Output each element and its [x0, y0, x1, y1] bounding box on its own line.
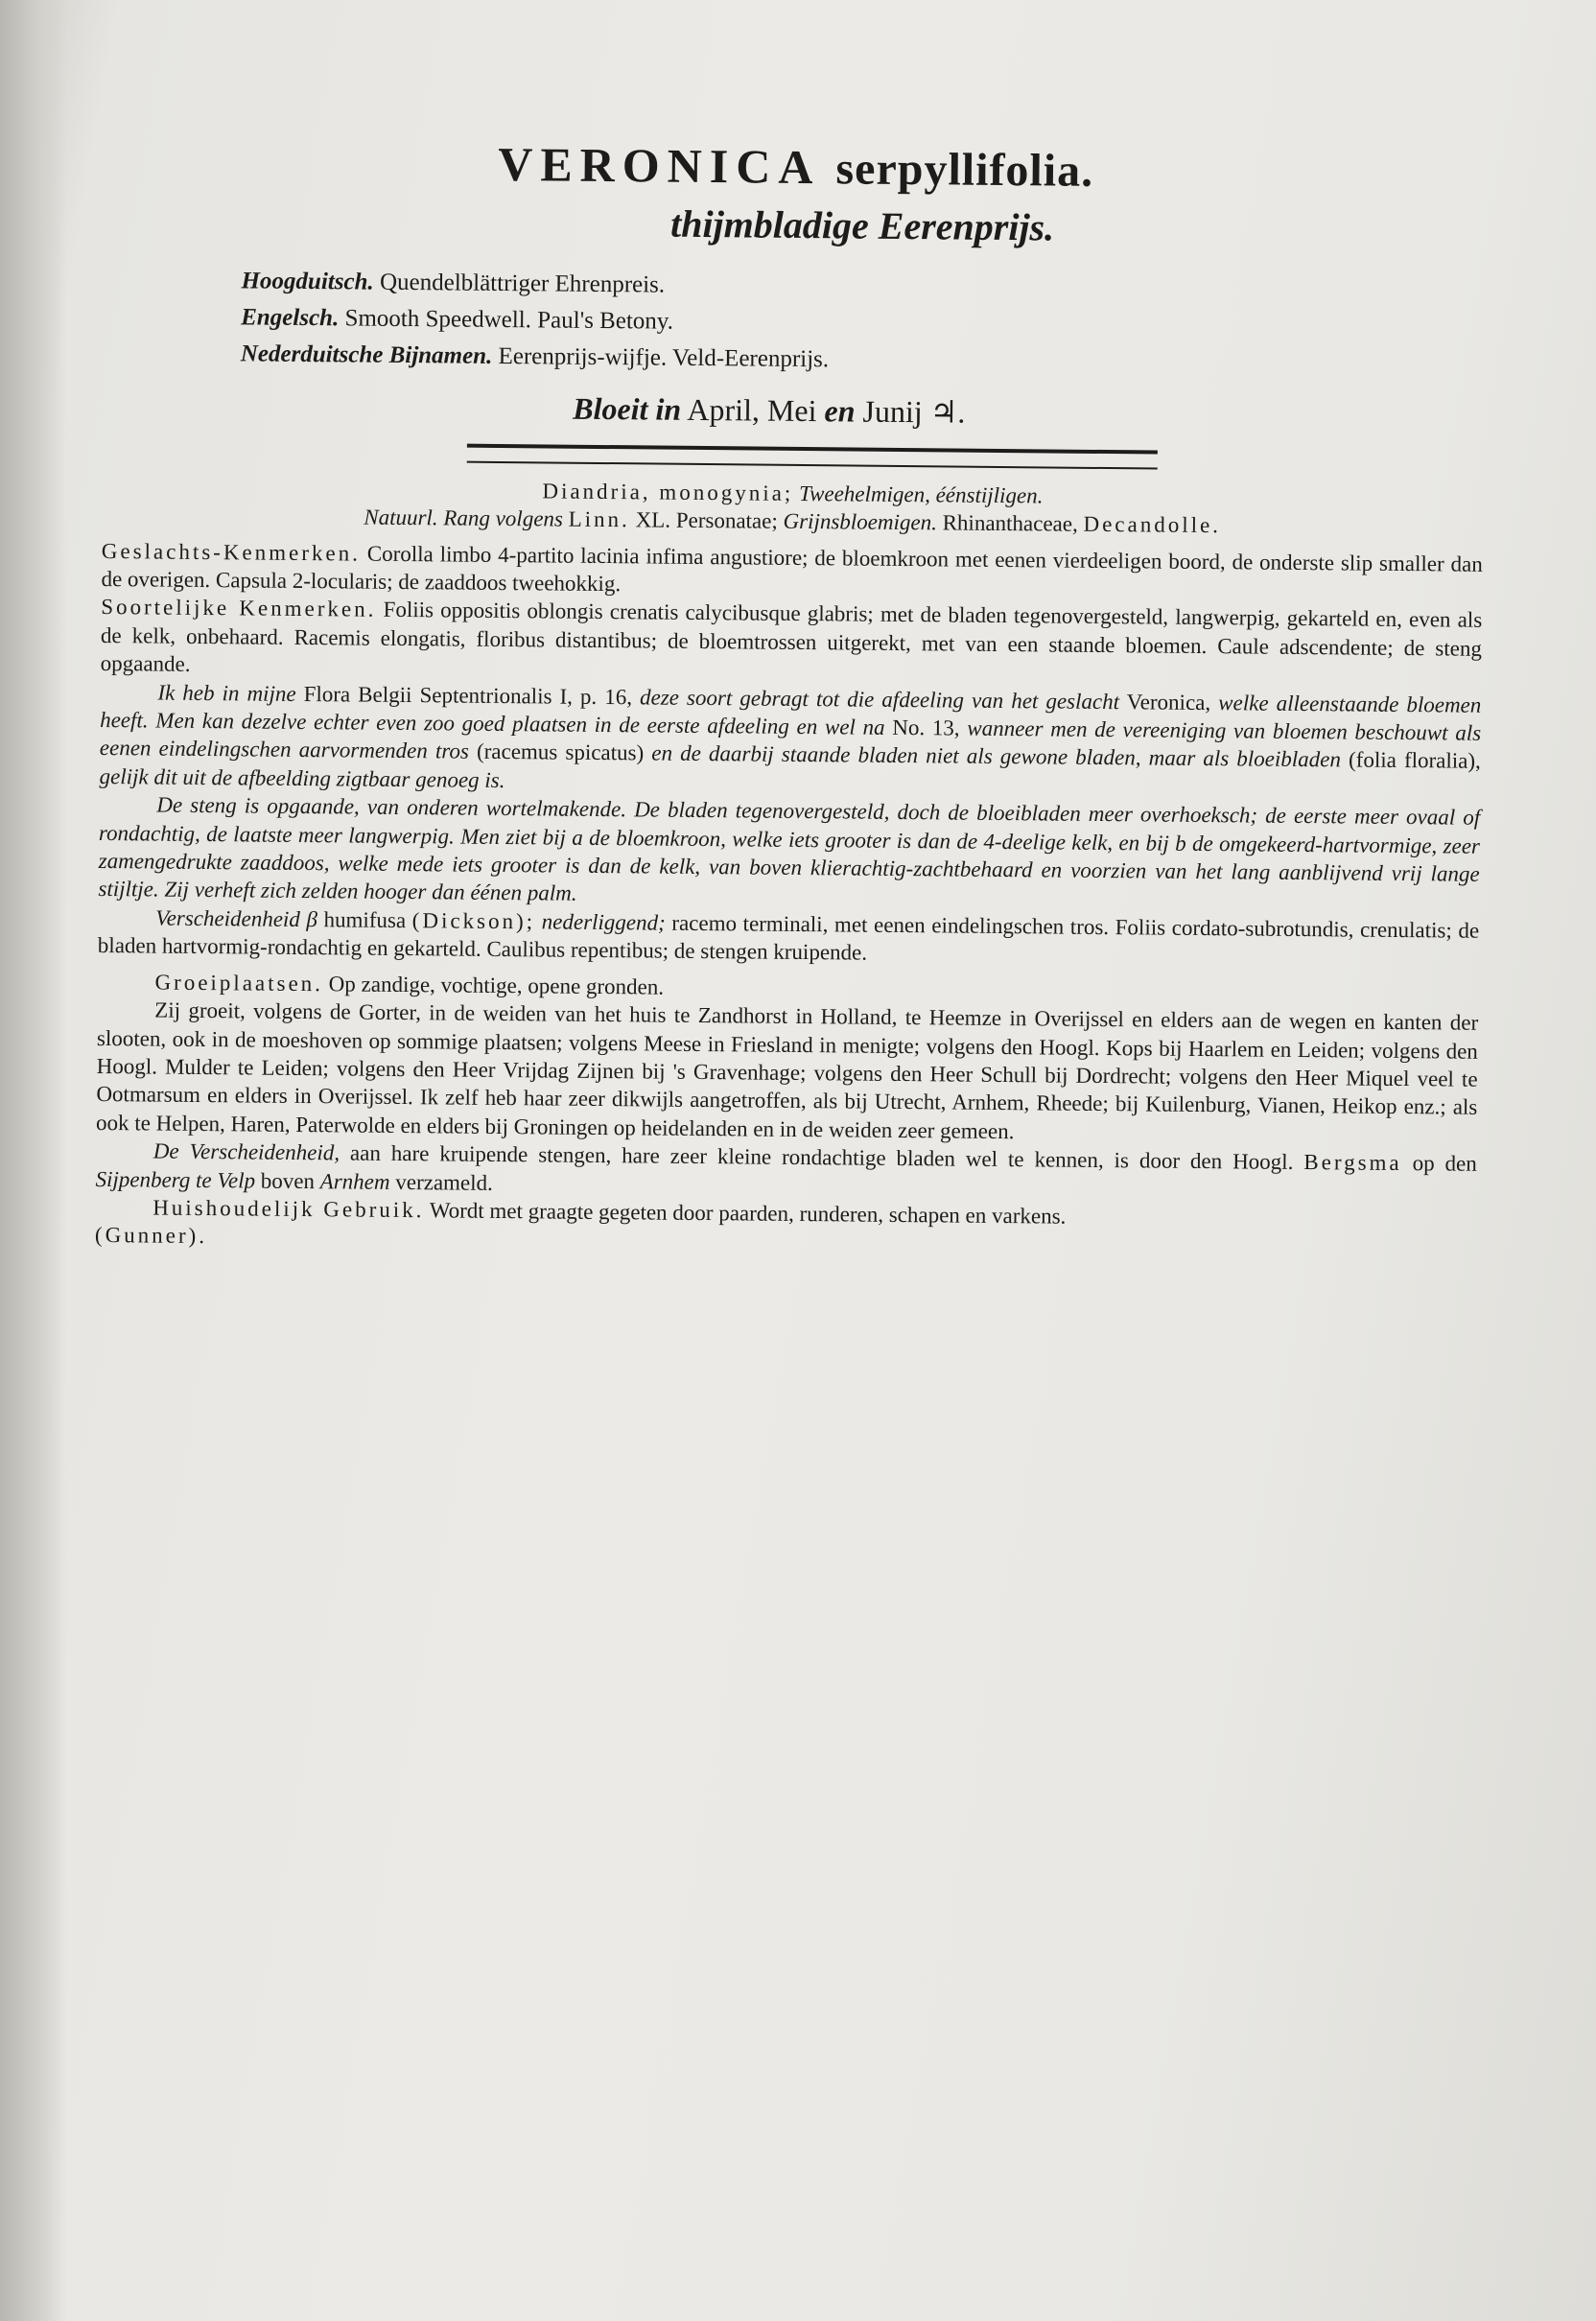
- variety-label: Verscheidenheid β: [155, 905, 318, 932]
- bloom-conj: en: [824, 393, 856, 429]
- double-rule-divider: [467, 443, 1158, 469]
- versch-label: De Verscheidenheid,: [153, 1138, 340, 1165]
- versch-text: op den: [1412, 1151, 1477, 1176]
- flora-number: No. 13,: [892, 715, 960, 740]
- rank-family-author: Decandolle.: [1083, 512, 1222, 538]
- linnaean-class-dutch: Tweehelmigen, éénstijligen.: [798, 481, 1044, 508]
- use-text: Wordt met graagte gegeten door paarden, runderen, schapen en varkens.: [429, 1198, 1067, 1229]
- stem-paragraph: De steng is opgaande, van onderen wortelmakende. De bladen tegenovergesteld, doch de bloeibladen meer overhoeksch; de eerste meer ovaal of rondachtig, de laatste meer langwerpig. Men ziet bij a de bloemkroon, welke iets grooter is dan de 4-deelige kelk, en bij b de omgekeerd-hartvormige, zeer zamengedrukte zaaddoos, welke mede iets grooter is dan de kelk, van boven klierachtig-zachtbehaard en voorzien van het lang aanblijvend vrij lange stijltje. Zij verheft zich zelden hooger dan éénen palm.: [98, 792, 1481, 906]
- bloom-line: [573, 388, 1484, 435]
- dutch-name: thijmbladige Eerenprijs.: [669, 201, 1055, 249]
- species-name: serpyllifolia.: [835, 143, 1094, 197]
- genus-characters-text: Corolla limbo 4-partito lacinia infima angustiore; de bloemkroon met eenen vierdeeligen boord, de onderste slip smaller dan de overigen. Capsula 2-locularis; de zaaddoos tweehokkig.: [101, 541, 1483, 597]
- bloom-month: Junij ♃.: [862, 393, 966, 430]
- flora-text: Ik heb in mijne: [157, 680, 296, 706]
- variety-paragraph: [98, 903, 1479, 973]
- versch-text: verzameld.: [395, 1169, 493, 1195]
- bloom-month: April,: [687, 391, 761, 428]
- versch-place: Arnhem: [319, 1168, 390, 1194]
- flora-text: welke alleenstaande bloemen heeft. Men kan dezelve echter even zoo goed plaatsen in de eerste afdeeling en wel na: [100, 690, 1482, 739]
- flora-latin: (racemus spicatus): [476, 739, 645, 765]
- rank-order: XL. Personatae;: [635, 507, 778, 533]
- page-content: [95, 134, 1487, 1263]
- variety-text: racemo terminali, met eenen eindelingschen tros. Foliis cordato-subrotundis, crenulatis; de bladen hartvormig-rondachtig en gekarteld. Caulibus repentibus; de stengen kruipende.: [97, 910, 1480, 965]
- species-characters-label: Soortelijke Kenmerken.: [101, 595, 377, 622]
- habitat-text: Op zandige, vochtige, opene gronden.: [328, 971, 665, 999]
- flora-text: en de daarbij staande bladen niet als gewone bladen, maar als bloeibladen: [651, 740, 1342, 772]
- vernacular-names-text: Eerenprijs-wijfje. Veld-Eerenprijs.: [498, 342, 830, 373]
- use-label: Huishoudelijk Gebruik.: [153, 1195, 425, 1223]
- flora-text: wanneer men de vereeniging van bloemen beschouwt als eenen eindelingschen aarvormenden tros: [99, 715, 1482, 764]
- genus-name: VERONICA: [498, 136, 821, 195]
- versch-text: aan hare kruipende stengen, hare zeer kleine rondachtige bladen wel te kennen, is door den Hoogl.: [349, 1140, 1294, 1175]
- vernacular-lang: Hoogduitsch.: [241, 268, 374, 295]
- versch-collector: Bergsma: [1303, 1150, 1402, 1176]
- vernacular-names-text: Smooth Speedwell. Paul's Betony.: [344, 305, 674, 335]
- bloom-prefix: Bloeit in: [573, 390, 682, 427]
- flora-genus: Veronica,: [1126, 689, 1211, 715]
- variety-author: (Dickson);: [411, 907, 536, 934]
- page-title: [105, 134, 1486, 201]
- rank-family: Rhinanthaceae,: [942, 510, 1078, 536]
- linnaean-class: Diandria, monogynia;: [542, 479, 794, 505]
- species-characters: [101, 593, 1483, 691]
- rank-order-dutch: Grijnsbloemigen.: [783, 509, 938, 535]
- rank-author: Linn.: [568, 506, 631, 532]
- vernacular-names: [241, 263, 1486, 384]
- species-characters-text: Foliis oppositis oblongis crenatis calycibusque glabris; met de bladen tegenovergesteld, langwerpig, gekarteld en, even als de kelk, onbehaard. Racemis elongatis, floribus distantibus; de bloemtrossen uitgerekt, met van een staande bloemen. Caule adscendente; de steng opgaande.: [100, 598, 1483, 677]
- vernacular-lang: Engelsch.: [241, 304, 340, 332]
- flora-text: deze soort gebragt tot die afdeeling van het geslacht: [639, 685, 1120, 714]
- flora-reference: Flora Belgii Septentrionalis I, p. 16,: [303, 681, 633, 709]
- flora-latin: (folia floralia),: [1348, 747, 1481, 774]
- habitat-label: Groeiplaatsen.: [154, 970, 324, 996]
- flora-text: gelijk dit uit de afbeelding zigtbaar genoeg is.: [99, 763, 505, 792]
- body-text: [95, 473, 1484, 1263]
- versch-text: boven: [260, 1168, 316, 1193]
- rank-label: Natuurl. Rang volgens: [364, 504, 564, 531]
- use-source-author: (Gunner).: [94, 1223, 208, 1249]
- variety-name: humifusa: [323, 907, 407, 932]
- bloom-month: Mei: [766, 392, 817, 428]
- versch-place: Sijpenberg te Velp: [95, 1166, 256, 1193]
- variety-dutch: nederliggend;: [541, 909, 666, 935]
- locations-paragraph: Zij groeit, volgens de Gorter, in de weiden van het huis te Zandhorst in Holland, te Heemze in Overijssel en elders aan de wegen en kanten der slooten, ook in de moeshoven op sommige plaatsen; volgens Meese in Friesland in menigte; volgens den Hoogl. Kops bij Haarlem en Leiden; volgens den Hoogl. Mulder te Leiden; volgens den Heer Vrijdag Zijnen bij 's Gravenhage; volgens den Heer Schull bij Dordrecht; volgens den Heer Miquel veel te Ootmarsum en elders in Overijssel. Ik zelf heb haar zeer dikwijls aangetroffen, als bij Utrecht, Arnhem, Rheede; bij Kuilenburg, Vianen, Heikop enz.; als ook te Helpen, Haren, Paterwolde en elders bij Groningen op heidelanden en in de weiden zeer gemeen.: [95, 997, 1479, 1143]
- genus-characters-label: Geslachts-Kenmerken.: [101, 538, 362, 566]
- vernacular-names-text: Quendelblättriger Ehrenpreis.: [379, 269, 666, 298]
- vernacular-lang: Nederduitsche Bijnamen.: [240, 340, 493, 369]
- flora-paragraph: [99, 678, 1481, 804]
- page-spine-shadow: [0, 0, 67, 2321]
